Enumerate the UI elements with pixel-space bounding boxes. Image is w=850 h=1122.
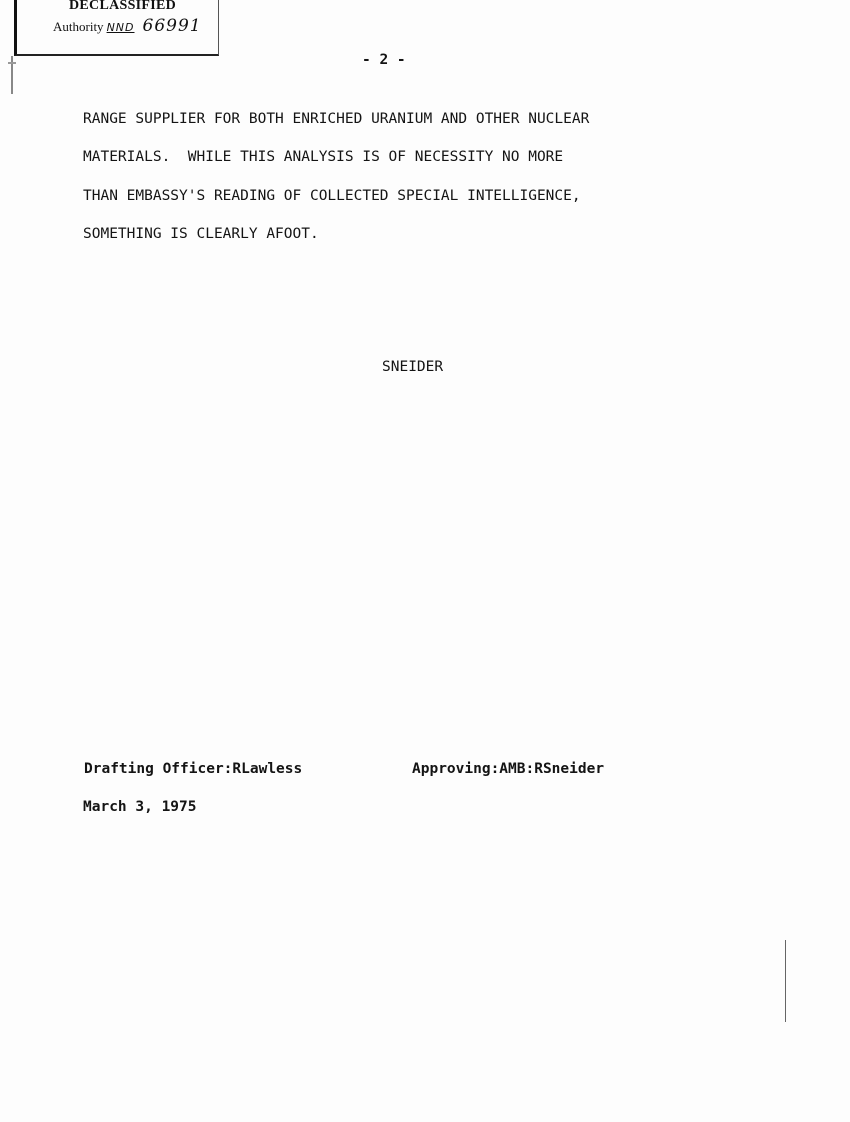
signature: SNEIDER [382, 359, 444, 375]
body-line: MATERIALS. WHILE THIS ANALYSIS IS OF NECESSITY NO MORE [83, 149, 564, 165]
stamp-authority-label: Authority [53, 19, 104, 34]
scan-edge-tick [8, 62, 16, 64]
scan-margin-line [785, 940, 786, 1022]
body-line: THAN EMBASSY'S READING OF COLLECTED SPECIAL INTELLIGENCE, [83, 188, 581, 204]
stamp-authority [53, 16, 202, 36]
stamp-authority-number: 66991 [142, 16, 202, 36]
stamp-title: DECLASSIFIED [69, 0, 177, 13]
stamp-authority-code: NND [106, 21, 135, 34]
body-line: SOMETHING IS CLEARLY AFOOT. [83, 226, 319, 242]
approving-officer: Approving:AMB:RSneider [412, 761, 605, 777]
body-line: RANGE SUPPLIER FOR BOTH ENRICHED URANIUM AND OTHER NUCLEAR [83, 111, 590, 127]
page-number: - 2 - [362, 52, 406, 68]
declassified-stamp [14, 0, 219, 56]
drafting-officer: Drafting Officer:RLawless [84, 761, 303, 777]
document-date: March 3, 1975 [83, 799, 197, 815]
